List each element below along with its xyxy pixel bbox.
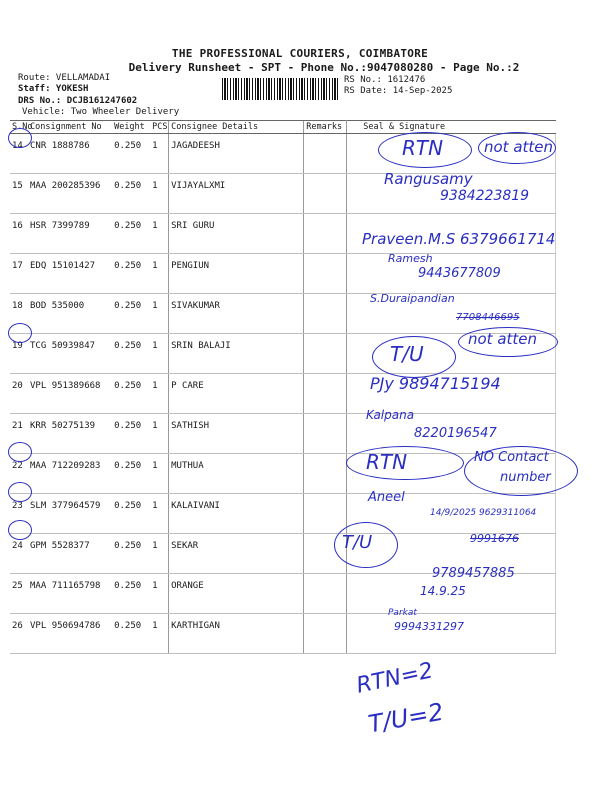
cell-pcs: 1 [150, 534, 169, 574]
cell-remarks [304, 334, 347, 374]
cell-weight: 0.250 [112, 134, 150, 174]
cell-consignee: MUTHUA [169, 454, 304, 494]
cell-pcs: 1 [150, 334, 169, 374]
cell-sno: 22 [10, 454, 28, 494]
cell-consignment: EDQ 15101427 [28, 254, 112, 294]
route: Route: VELLAMADAI [18, 73, 111, 83]
cell-consignment: KRR 50275139 [28, 414, 112, 454]
sno-circle-mark [8, 520, 32, 540]
cell-weight: 0.250 [112, 414, 150, 454]
hw-row25-date: 14.9.25 [420, 584, 466, 598]
hw-row24-tu: T/U [342, 532, 373, 553]
hw-summary-rtn: RTN=2 [354, 658, 436, 699]
hw-row20-sign: PJy 9894715194 [370, 374, 501, 393]
cell-pcs: 1 [150, 254, 169, 294]
hw-row26-name: Parkat [388, 608, 417, 618]
col-consignment: Consignment No [28, 121, 112, 134]
cell-remarks [304, 254, 347, 294]
table-header-row [10, 121, 556, 134]
cell-consignment: MAA 712209283 [28, 454, 112, 494]
cell-pcs: 1 [150, 494, 169, 534]
cell-consignment: VPL 951389668 [28, 374, 112, 414]
hw-row23-date-phone: 14/9/2025 9629311064 [430, 508, 537, 518]
cell-consignee: KALAIVANI [169, 494, 304, 534]
cell-remarks [304, 374, 347, 414]
sno-circle-mark [8, 323, 32, 343]
cell-consignment: HSR 7399789 [28, 214, 112, 254]
hw-row19-note: not atten [468, 330, 538, 348]
cell-sno: 19 [10, 334, 28, 374]
cell-consignment: MAA 200285396 [28, 174, 112, 214]
hw-row14-note: not atten [484, 138, 554, 156]
cell-sno: 20 [10, 374, 28, 414]
cell-consignee: SATHISH [169, 414, 304, 454]
cell-pcs: 1 [150, 614, 169, 654]
cell-remarks [304, 214, 347, 254]
cell-consignee: JAGADEESH [169, 134, 304, 174]
hw-row26-phone: 9994331297 [394, 620, 464, 633]
cell-sno: 25 [10, 574, 28, 614]
cell-sno: 18 [10, 294, 28, 334]
sno-circle-mark [8, 442, 32, 462]
cell-weight: 0.250 [112, 614, 150, 654]
cell-pcs: 1 [150, 454, 169, 494]
col-consignee: Consignee Details [169, 121, 304, 134]
hw-row21-phone: 8220196547 [414, 426, 497, 441]
cell-remarks [304, 294, 347, 334]
col-signature: Seal & Signature [347, 121, 556, 134]
cell-sno: 26 [10, 614, 28, 654]
hw-row17-phone: 9443677809 [418, 266, 501, 281]
hw-row14-rtn: RTN [402, 136, 444, 160]
cell-consignment: MAA 711165798 [28, 574, 112, 614]
hw-summary-tu: T/U=2 [366, 697, 446, 739]
cell-pcs: 1 [150, 174, 169, 214]
sno-circle-mark [8, 482, 32, 502]
cell-consignment: GPM 5528377 [28, 534, 112, 574]
col-pcs: PCS [152, 122, 168, 132]
hw-row15-phone: 9384223819 [440, 188, 530, 204]
cell-weight: 0.250 [112, 574, 150, 614]
cell-consignee: ORANGE [169, 574, 304, 614]
cell-weight: 0.250 [112, 534, 150, 574]
cell-sno: 24 [10, 534, 28, 574]
cell-sno: 14 [10, 134, 28, 174]
hw-row18-phone: 7708446695 [456, 312, 520, 323]
cell-consignee: SIVAKUMAR [169, 294, 304, 334]
col-weight: Weight [112, 121, 150, 134]
table-row [10, 614, 556, 654]
cell-consignee: SEKAR [169, 534, 304, 574]
col-sno: S.No [12, 122, 33, 132]
cell-consignee: P CARE [169, 374, 304, 414]
cell-consignee: VIJAYALXMI [169, 174, 304, 214]
hw-row22-note2: number [500, 470, 551, 485]
hw-row17-name: Ramesh [388, 252, 433, 265]
cell-pcs: 1 [150, 374, 169, 414]
cell-remarks [304, 134, 347, 174]
runsheet-title: THE PROFESSIONAL COURIERS, COIMBATORE [171, 47, 429, 60]
cell-consignment: VPL 950694786 [28, 614, 112, 654]
table-row [10, 134, 556, 174]
rs-number: RS No.: 1612476 [344, 75, 426, 85]
cell-weight: 0.250 [112, 214, 150, 254]
cell-remarks [304, 494, 347, 534]
cell-consignment: TCG 50939847 [28, 334, 112, 374]
cell-sno: 15 [10, 174, 28, 214]
sno-circle-mark [8, 128, 32, 148]
cell-pcs: 1 [150, 414, 169, 454]
cell-remarks [304, 454, 347, 494]
cell-remarks [304, 174, 347, 214]
cell-consignee: KARTHIGAN [169, 614, 304, 654]
cell-consignee: SRI GURU [169, 214, 304, 254]
cell-pcs: 1 [150, 294, 169, 334]
col-remarks: Remarks [304, 121, 347, 134]
drs-number: DRS No.: DCJB161247602 [18, 96, 138, 106]
hw-row22-note: NO Contact [474, 450, 549, 465]
barcode [222, 78, 340, 100]
hw-row15-name: Rangusamy [384, 170, 473, 188]
cell-weight: 0.250 [112, 174, 150, 214]
cell-sno: 23 [10, 494, 28, 534]
cell-weight: 0.250 [112, 334, 150, 374]
cell-consignment: BOD 535000 [28, 294, 112, 334]
hw-row24-scribble: 9991676 [470, 532, 519, 545]
hw-row25-phone: 9789457885 [432, 566, 515, 581]
cell-sno: 17 [10, 254, 28, 294]
cell-weight: 0.250 [112, 454, 150, 494]
runsheet-subtitle: Delivery Runsheet - SPT - Phone No.:9047080280 - Page No.:2 [128, 61, 520, 74]
rs-date: RS Date: 14-Sep-2025 [344, 86, 453, 96]
cell-consignee: SRIN BALAJI [169, 334, 304, 374]
cell-sno: 16 [10, 214, 28, 254]
cell-sno: 21 [10, 414, 28, 454]
cell-remarks [304, 414, 347, 454]
hw-row18-name: S.Duraipandian [370, 292, 455, 305]
cell-weight: 0.250 [112, 294, 150, 334]
cell-remarks [304, 614, 347, 654]
cell-pcs: 1 [150, 134, 169, 174]
hw-row23-sign: Aneel [368, 490, 405, 505]
cell-weight: 0.250 [112, 254, 150, 294]
cell-weight: 0.250 [112, 494, 150, 534]
staff: Staff: YOKESH [18, 84, 89, 94]
hw-row21-name: Kalpana [366, 408, 415, 422]
cell-pcs: 1 [150, 574, 169, 614]
vehicle: Vehicle: Two Wheeler Delivery [22, 107, 180, 117]
cell-consignee: PENGIUN [169, 254, 304, 294]
cell-weight: 0.250 [112, 374, 150, 414]
cell-consignment: SLM 377964579 [28, 494, 112, 534]
hw-row16-sign: Praveen.M.S 6379661714 [362, 230, 556, 248]
cell-pcs: 1 [150, 214, 169, 254]
cell-consignment: CNR 1888786 [28, 134, 112, 174]
hw-row22-rtn: RTN [366, 450, 408, 474]
hw-row19-tu: T/U [390, 342, 424, 366]
cell-remarks [304, 574, 347, 614]
